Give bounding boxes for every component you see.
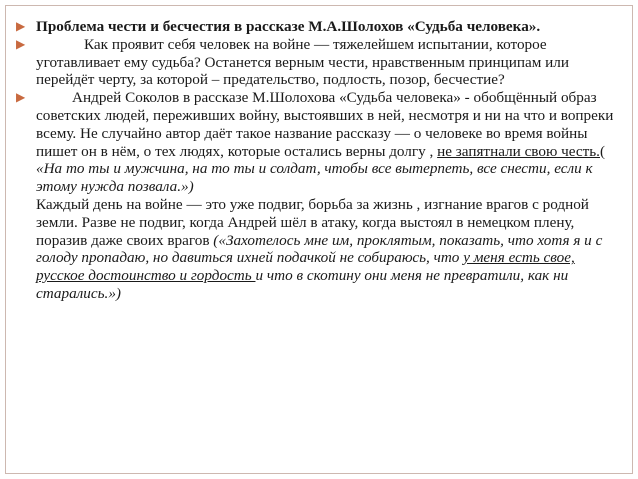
bullet-3-quote-2-start: («Захотелось мне им, проклятым, показать, что хотя я и с голоду пропадаю, но давиться ихней подачкой не собираюсь, что [36, 231, 603, 267]
bullet-3-quote-2-end: и что в скотину они меня не превратили, как ни старались.») [36, 267, 569, 302]
bullet-arrow-icon: ▶ [16, 19, 26, 33]
bullet-2-text [36, 36, 621, 89]
bullet-2-body: Как проявит себя человек на войне — тяжелейшем испытании, которое уготавливает ему судьба? Останется верным чести, нравственным принципам или перейдёт черту, за которой – предательство, подлость, позор, бесчестие? [36, 35, 569, 89]
bullet-3-paren-open: ( [599, 142, 606, 160]
bullet-3-paragraph-1: Андрей Соколов в рассказе М.Шолохова «Судьба человека» - обобщённый образ советских людей, переживших войну, выстоявших в ней, несмотря и ни на что и вопреки всему. Не случайно автор даёт такое название рассказу — о человеке во время войны пишет он в нём, о тех людях, которые остались верны долгу , [36, 89, 614, 160]
bullet-item-2 [16, 36, 621, 89]
bullet-3-text [36, 89, 621, 303]
bullet-arrow-icon: ▶ [16, 36, 26, 51]
bullet-arrow-icon: ▶ [16, 90, 26, 105]
bullet-3-underlined-phrase: не запятнали свою честь. [437, 142, 600, 160]
bullet-3-paragraph-2: Каждый день на войне — это уже подвиг, борьба за жизнь , изгнание врагов с родной земли. Разве не подвиг, когда Андрей шёл в атаку, когда выстоял в немецком плену, поразив даже своих врагов [36, 195, 589, 249]
bullet-3-quote-1: «На то ты и мужчина, на то ты и солдат, чтобы все вытерпеть, все снести, если к этому нужда позвала.») [36, 160, 593, 196]
bullet-item-1 [16, 18, 621, 36]
bullet-3-quote-2-underlined: у меня есть свое, русское достоинство и гордость [36, 249, 575, 285]
bullet-item-3 [16, 89, 621, 303]
bullet-1-text: Проблема чести и бесчестия в рассказе М.А.Шолохов «Судьба человека». [36, 18, 541, 35]
slide-content [16, 18, 621, 303]
